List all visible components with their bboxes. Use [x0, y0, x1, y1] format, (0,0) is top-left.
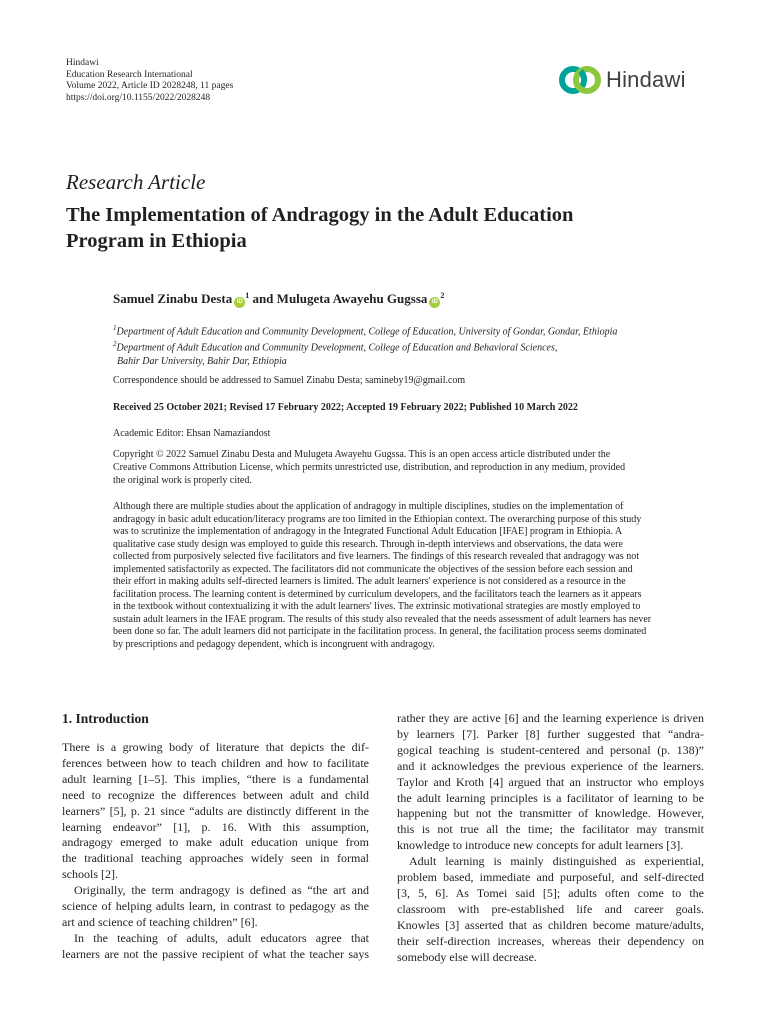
text-line: learners are not the passive recipient of what the teacher says: [62, 946, 369, 961]
affiliation-line: [113, 322, 703, 338]
text-line: by learners [7]. Parker [8] further suggested that “andra-: [397, 726, 704, 741]
copyright-line: Creative Commons Attribution License, which permits unrestricted use, distribution, and reproduction in any medium, provided: [113, 462, 626, 473]
text-line: learners” [5], p. 21 since “adults are distinctly different in the: [62, 803, 369, 818]
text-line: Taylor and Kroth [4] argued that an instructor who employs: [397, 774, 704, 789]
text-line: problem based, immediate and purposeful, and self-directed: [397, 870, 704, 885]
text-line: learning endeavor” [1], p. 16. With this assumption,: [62, 819, 369, 834]
text-line: and it acknowledges the previous experience of the learners.: [397, 758, 704, 773]
affiliation-line: [113, 338, 703, 354]
abstract-line: facilitation process. The learning content is determined by curriculum developers, and the facilitators teach the learners as it appears: [113, 588, 642, 600]
logo-text: Hindawi: [606, 67, 686, 92]
abstract-line: been done so far. The adult learners did not participate in the facilitation process. In general, the facilitation process seems dominated: [113, 626, 647, 637]
copyright-line: the original work is properly cited.: [113, 475, 252, 486]
publisher-name: Hindawi: [66, 58, 99, 68]
affiliation-text: Bahir Dar University, Bahir Dar, Ethiopia: [117, 355, 287, 367]
text-line: somebody else will decrease.: [397, 949, 537, 964]
text-line: ferences between how to teach children and how to facilitate: [62, 755, 369, 770]
paragraph: [62, 740, 369, 883]
title-line: The Implementation of Andragogy in the Adult Education: [66, 204, 574, 226]
text-line: happening but not the transmitter of knowledge. However,: [397, 806, 704, 821]
orcid-icon[interactable]: iD: [429, 297, 440, 308]
abstract-line: was to scrutinize the implementation of andragogy in the Integrated Functional Adult Education [IFAE] program in Ethiopia. A: [113, 526, 623, 537]
text-line: their self-direction increases, whereas their dependency on: [397, 933, 704, 948]
correspondence: Correspondence should be addressed to Samuel Zinabu Desta; samineby19@gmail.com: [113, 375, 466, 386]
orcid-icon[interactable]: iD: [234, 297, 245, 308]
journal-meta: [66, 58, 233, 104]
text-line: There is a growing body of literature that depicts the dif-: [62, 740, 369, 754]
hindawi-logo-icon: [558, 63, 602, 97]
academic-editor: Academic Editor: Ehsan Namaziandost: [113, 428, 271, 439]
doi-link[interactable]: https://doi.org/10.1155/2022/2028248: [66, 92, 211, 103]
hindawi-logo[interactable]: [558, 62, 708, 98]
text-line: the adult learning principles is a facilitator of learning to be: [397, 790, 704, 805]
affiliation-text: Department of Adult Education and Community Development, College of Education and Behavioral Sciences,: [116, 342, 558, 354]
text-line: [3, 5, 6]. As Tomei said [5]; adults often come to the: [397, 885, 704, 900]
affiliation-line: [113, 355, 703, 368]
text-line: rather they are active [6] and the learning experience is driven: [397, 711, 704, 725]
author-list: [113, 291, 444, 308]
affiliation-marker: 1: [113, 324, 117, 332]
author-connector: and: [249, 291, 277, 306]
text-line: this is not true all the time; the facilitator may transmit: [397, 822, 704, 837]
text-line: Originally, the term andragogy is defined as “the art and: [74, 883, 369, 898]
volume-info: Volume 2022, Article ID 2028248, 11 pages: [66, 81, 234, 91]
paragraph: [62, 931, 369, 963]
affiliation-marker: 2: [440, 291, 445, 300]
abstract-line: collected from purposively selected five facilitators and five learners. The findings of this research revealed that andragogy was not: [113, 551, 640, 562]
body-column-right: [397, 711, 704, 966]
text-line: In the teaching of adults, adult educators agree that: [74, 930, 369, 945]
abstract-line: Although there are multiple studies about the application of andragogy in multiple disciplines, studies on the implementation of: [113, 501, 624, 512]
text-line: art and science of teaching children” [6].: [62, 914, 258, 929]
abstract-line: andragogy in basic adult education/literacy programs are too limited in the Ethiopian context. The overarching purpose of this study: [113, 513, 642, 525]
text-line: Adult learning is mainly distinguished as experiential,: [409, 854, 704, 869]
author-name[interactable]: Samuel Zinabu Desta: [113, 291, 233, 306]
title-line: Program in Ethiopia: [66, 230, 247, 252]
copyright-notice: [113, 448, 705, 487]
journal-name: Education Research International: [66, 69, 193, 80]
paragraph: [62, 883, 369, 931]
author-name[interactable]: Mulugeta Awayehu Gugssa: [276, 291, 428, 306]
text-line: need to recognize the differences between adult and child: [62, 787, 369, 802]
text-line: adult learning [1–5]. This implies, “there is a fundamental: [62, 771, 369, 786]
abstract-line: in the textbook without contextualizing it with the adult learners' lives. The extrinsic motivational strategies are mostly employed to: [113, 601, 641, 612]
copyright-line: Copyright © 2022 Samuel Zinabu Desta and Mulugeta Awayehu Gugssa. This is an open access article distributed under the: [113, 449, 611, 460]
text-line: Knowles [3] asserted that as children become mature/adults,: [397, 917, 704, 932]
text-line: gogical teaching is student-centered and personal (p. 138)”: [397, 742, 704, 757]
text-line: schools [2].: [62, 867, 118, 882]
text-line: science of helping adults learn, in contrast to pedagogy as the: [62, 899, 369, 914]
text-line: knowledge to introduce new concepts for adult learners [3].: [397, 838, 684, 853]
abstract-line: implemented satisfactorily as expected. The facilitators did not communicate the objectives of the session before each session and: [113, 563, 633, 575]
body-column-left: [62, 711, 369, 963]
section-heading: 1. Introduction: [62, 711, 149, 726]
affiliation-marker: 2: [113, 340, 117, 349]
abstract-line: their effort in making adults self-directed learners is limited. The adult learners' experience is not considered as a resource in the: [113, 576, 626, 587]
paragraph: [397, 854, 704, 965]
article-title: [66, 202, 706, 254]
text-line: classroom with pre-established life and career goals.: [397, 901, 704, 916]
abstract-line: sustain adult learners in the IFAE program. The results of this study also revealed that the needs assessment of adult learners has never: [113, 613, 652, 625]
article-type: Research Article: [66, 170, 206, 194]
affiliation-marker: 1: [245, 291, 250, 300]
text-line: andragogy emerged to make adult education unique from: [62, 835, 369, 850]
affiliation-text: Department of Adult Education and Community Development, College of Education, University of Gondar, Gondar, Ethiopia: [116, 326, 618, 338]
text-line: the traditional teaching approaches widely seen in formal: [62, 851, 369, 866]
abstract-line: by prescriptions and pedagogy dependent, which is incongruent with andragogy.: [113, 638, 435, 650]
abstract: [113, 501, 705, 651]
affiliations: [113, 322, 703, 368]
abstract-line: qualitative case study design was employed to guide this research. Through in-depth interviews and observations, the data were: [113, 538, 623, 550]
publication-dates: Received 25 October 2021; Revised 17 February 2022; Accepted 19 February 2022; Published 10 March 2022: [113, 402, 578, 413]
paragraph: [397, 711, 704, 854]
